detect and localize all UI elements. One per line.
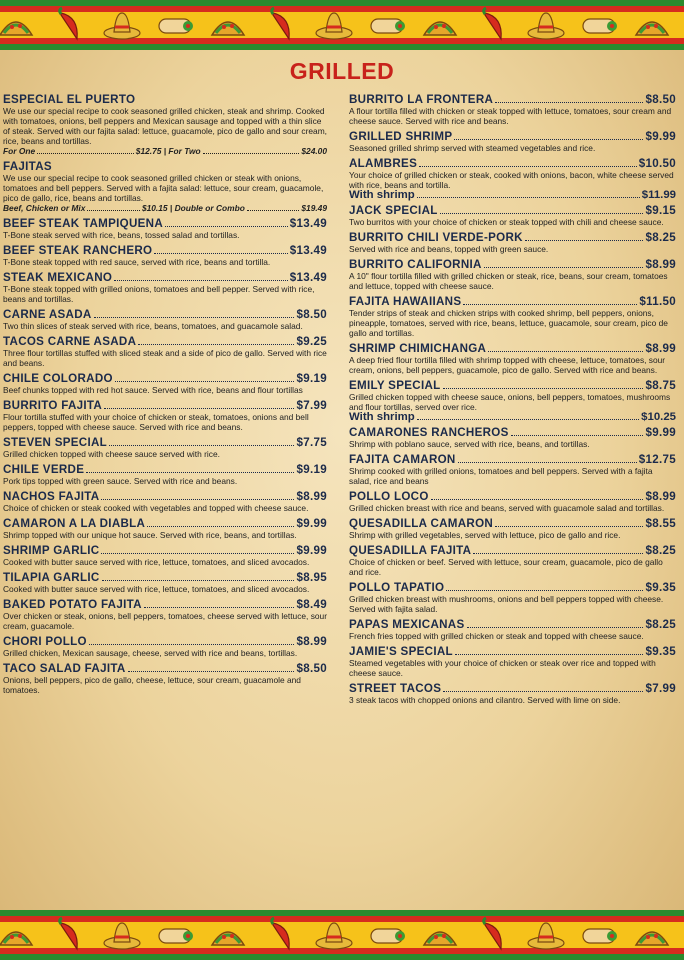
- menu-item: [3, 436, 327, 459]
- menu-item: [3, 308, 327, 331]
- size-price: $19.49: [301, 203, 327, 213]
- menu-item-price: $8.25: [645, 231, 676, 244]
- dot-leader: [138, 344, 294, 345]
- menu-item-description: Grilled chicken breast with rice and beans, served with guacamole salad and tortillas.: [349, 503, 665, 513]
- dot-leader: [102, 580, 295, 581]
- taco-icon: [420, 5, 460, 45]
- addon-price: $10.25: [641, 411, 676, 423]
- section-title: GRILLED: [289, 58, 395, 84]
- menu-item: [349, 682, 676, 705]
- dot-leader: [247, 210, 300, 211]
- menu-item: [3, 635, 327, 658]
- menu-item-header: [3, 308, 327, 321]
- addon-row: [349, 190, 676, 200]
- menu-item-description: T-Bone steak topped with red sauce, served with rice, beans and tortilla.: [3, 257, 271, 267]
- menu-item-name: TACOS CARNE ASADA: [3, 335, 137, 348]
- menu-item-price: $13.49: [289, 244, 327, 257]
- menu-item: [349, 93, 676, 126]
- dot-leader: [488, 351, 643, 352]
- menu-item-description: Cooked with butter sauce served with rice, lettuce, tomatoes, and sliced avocados.: [3, 584, 310, 594]
- menu-item-name: BURRITO CHILI VERDE-PORK: [349, 231, 523, 244]
- menu-item: [349, 426, 676, 449]
- menu-item: [3, 160, 327, 213]
- sombrero-icon: [102, 5, 142, 45]
- menu-item-price: $9.19: [296, 372, 327, 385]
- dot-leader: [446, 590, 643, 591]
- menu-item-name: POLLO TAPATIO: [349, 581, 445, 594]
- menu-item-name: QUESADILLA FAJITA: [349, 544, 472, 557]
- menu-item-header: [349, 258, 676, 271]
- menu-item-description: Choice of chicken or steak cooked with vegetables and topped with cheese sauce.: [3, 503, 309, 513]
- dot-leader: [458, 462, 637, 463]
- chili-pepper-icon: [49, 915, 89, 955]
- menu-item-description: Flour tortilla stuffed with your choice of chicken or steak, tomatoes, onions and bell peppers, topped with cheese sauce. Served with rice and beans.: [3, 412, 309, 432]
- menu-item-price: $8.99: [645, 342, 676, 355]
- menu-item-header: [3, 160, 327, 173]
- menu-item-header: [3, 598, 327, 611]
- dot-leader: [495, 102, 643, 103]
- menu-item-price: $13.49: [289, 271, 327, 284]
- menu-item-description: A 10" flour tortilla filled with grilled chicken or steak, rice, beans, sour cream, tomatoes and lettuce, topped with cheese sauce.: [349, 271, 668, 291]
- menu-item-name: QUESADILLA CAMARON: [349, 517, 494, 530]
- menu-item-price: $8.95: [296, 571, 327, 584]
- menu-item-description: Shrimp with grilled vegetables, served with lettuce, pico de gallo and rice.: [349, 530, 621, 540]
- menu-item-header: [349, 93, 676, 106]
- menu-item: [349, 204, 676, 227]
- addon-label: With shrimp: [349, 411, 415, 423]
- dot-leader: [154, 253, 287, 254]
- menu-item-description: Shrimp topped with our unique hot sauce. Served with rice, beans, and tortillas.: [3, 530, 297, 540]
- menu-item-price: $8.75: [645, 379, 676, 392]
- menu-item-price: $7.99: [645, 682, 676, 695]
- menu-item-header: [3, 436, 327, 449]
- menu-item-header: [3, 517, 327, 530]
- menu-item-price: $7.75: [296, 436, 327, 449]
- menu-item-price: $9.35: [645, 581, 676, 594]
- taco-icon: [208, 915, 248, 955]
- menu-item-name: PAPAS MEXICANAS: [349, 618, 465, 631]
- taco-icon: [420, 915, 460, 955]
- menu-item-price: $8.99: [645, 258, 676, 271]
- size-label: For One: [3, 146, 36, 156]
- menu-item-name: NACHOS FAJITA: [3, 490, 100, 503]
- addon-price: $11.99: [641, 189, 676, 201]
- menu-item-price: $9.25: [296, 335, 327, 348]
- size-price: $24.00: [301, 146, 327, 156]
- menu-item-description: Onions, bell peppers, pico de gallo, cheese, lettuce, sour cream, guacamole and tomatoes.: [3, 675, 301, 695]
- dot-leader: [467, 627, 644, 628]
- dot-leader: [165, 226, 288, 227]
- menu-item-name: EMILY SPECIAL: [349, 379, 441, 392]
- dot-leader: [431, 499, 644, 500]
- menu-item-name: ESPECIAL EL PUERTO: [3, 93, 136, 106]
- menu-item-name: CHILE VERDE: [3, 463, 85, 476]
- chili-pepper-icon: [261, 915, 301, 955]
- dot-leader: [114, 280, 288, 281]
- menu-item-description: Pork tips topped with green sauce. Served with rice and beans.: [3, 476, 238, 486]
- menu-item: [3, 335, 327, 368]
- menu-item-description: We use our special recipe to cook seasoned grilled chicken, steak and shrimp. Cooked with tomatoes, onions, bell peppers and Mexican sausage and topped with a thin slice of steak. Served with our fajita salad: lettuce, guacamole, pico de gallo and sour cream, rice, beans and tortillas.: [3, 106, 328, 146]
- menu-item-name: CHILE COLORADO: [3, 372, 113, 385]
- menu-item-description: 3 steak tacos with chopped onions and cilantro. Served with lime on side.: [349, 695, 621, 705]
- dot-leader: [87, 210, 140, 211]
- size-price: $12.75: [135, 146, 162, 156]
- menu-item-description: T-Bone steak topped with grilled onions, tomatoes and bell pepper. Served with rice, beans and tortillas.: [3, 284, 315, 304]
- menu-item-name: FAJITA CAMARON: [349, 453, 456, 466]
- sombrero-icon: [314, 5, 354, 45]
- separator: |: [167, 203, 175, 213]
- menu-item-description: A deep fried flour tortilla filled with shrimp topped with cheese, lettuce, tomatoes, sour cream, onions, bell peppers, guacamole, pico de gallo. Served with rice and beans.: [349, 355, 666, 375]
- dot-leader: [101, 553, 294, 554]
- addon-row: [349, 412, 676, 422]
- menu-item-name: CAMARON A LA DIABLA: [3, 517, 146, 530]
- dot-leader: [419, 166, 637, 167]
- menu-item-description: Over chicken or steak, onions, bell peppers, tomatoes, cheese served with lettuce, sour cream, guacamole.: [3, 611, 327, 631]
- menu-item-description: Cooked with butter sauce served with rice, lettuce, tomatoes, and sliced avocados.: [3, 557, 310, 567]
- menu-item-price: $13.49: [289, 217, 327, 230]
- menu-item: [349, 295, 676, 338]
- menu-item-description: Your choice of grilled chicken or steak, cooked with onions, bacon, white cheese served with rice, beans and tortilla.: [349, 170, 674, 190]
- menu-item-description: Grilled chicken topped with cheese sauce, onions, bell peppers, tomatoes, mushrooms and flour tortillas, served over rice.: [349, 392, 671, 412]
- menu-item-header: [349, 157, 676, 170]
- burrito-icon: [579, 915, 619, 955]
- burrito-icon: [155, 5, 195, 45]
- menu-item-name: JACK SPECIAL: [349, 204, 438, 217]
- dot-leader: [144, 607, 295, 608]
- dot-leader: [454, 139, 643, 140]
- menu-item-header: [349, 130, 676, 143]
- menu-item: [3, 544, 327, 567]
- dot-leader: [417, 419, 639, 420]
- menu-item-header: [349, 581, 676, 594]
- menu-item-name: STREET TACOS: [349, 682, 442, 695]
- menu-column-right: [349, 93, 676, 709]
- dot-leader: [495, 526, 643, 527]
- menu-item-description: Choice of chicken or beef. Served with lettuce, sour cream, guacamole, pico de gallo and rice.: [349, 557, 663, 577]
- menu-item: [349, 517, 676, 540]
- dot-leader: [89, 644, 295, 645]
- menu-item-name: STEAK MEXICANO: [3, 271, 113, 284]
- dot-leader: [473, 553, 643, 554]
- taco-icon: [0, 5, 36, 45]
- menu-item-header: [349, 426, 676, 439]
- menu-item: [3, 244, 327, 267]
- menu-item: [349, 544, 676, 577]
- menu-item-name: TACO SALAD FAJITA: [3, 662, 126, 675]
- menu-item-description: Shrimp cooked with grilled onions, tomatoes and bell peppers. Served with a fajita salad, rice and beans: [349, 466, 653, 486]
- menu-item: [3, 93, 327, 156]
- menu-item: [3, 399, 327, 432]
- menu-item-name: BURRITO CALIFORNIA: [349, 258, 482, 271]
- menu-item-name: GRILLED SHRIMP: [349, 130, 453, 143]
- menu-item-name: SHRIMP GARLIC: [3, 544, 100, 557]
- menu-item-price: $8.99: [296, 490, 327, 503]
- menu-item-description: Steamed vegetables with your choice of chicken or steak over rice and topped with cheese sauce.: [349, 658, 656, 678]
- dot-leader: [417, 197, 640, 198]
- menu-item-header: [3, 662, 327, 675]
- menu-item-header: [349, 295, 676, 308]
- menu-item: [3, 517, 327, 540]
- menu-item-header: [3, 372, 327, 385]
- burrito-icon: [367, 5, 407, 45]
- sombrero-icon: [314, 915, 354, 955]
- menu-item-name: BEEF STEAK RANCHERO: [3, 244, 153, 257]
- taco-icon: [208, 5, 248, 45]
- dot-leader: [147, 526, 294, 527]
- menu-item-header: [349, 342, 676, 355]
- menu-item-description: Grilled chicken topped with cheese sauce served with rice.: [3, 449, 220, 459]
- menu-item: [349, 645, 676, 678]
- menu-item: [349, 157, 676, 200]
- menu-item-price: $11.50: [639, 295, 676, 308]
- menu-item-header: [3, 217, 327, 230]
- addon-label: With shrimp: [349, 189, 415, 201]
- menu-item-price: $8.99: [645, 490, 676, 503]
- sombrero-icon: [102, 915, 142, 955]
- menu-item-description: Two thin slices of steak served with rice, beans, tomatoes, and guacamole salad.: [3, 321, 303, 331]
- menu-item: [3, 372, 327, 395]
- menu-column-left: [3, 93, 327, 699]
- dot-leader: [37, 153, 134, 154]
- menu-item: [349, 618, 676, 641]
- menu-item-description: Tender strips of steak and chicken strips with cooked shrimp, bell peppers, onions, pineapple, tomatoes, served with rice, beans, lettuce, guacamole, sour cream, pico de gallo and tortillas.: [349, 308, 668, 338]
- menu-item-price: $9.35: [645, 645, 676, 658]
- menu-item-header: [349, 231, 676, 244]
- menu-item-header: [349, 618, 676, 631]
- menu-item-name: CHORI POLLO: [3, 635, 87, 648]
- menu-item-price: $8.49: [296, 598, 327, 611]
- menu-item: [349, 130, 676, 153]
- menu-item-price: $9.99: [645, 130, 676, 143]
- dot-leader: [101, 499, 294, 500]
- menu-item-price: $7.99: [296, 399, 327, 412]
- menu-item-price: $8.99: [296, 635, 327, 648]
- menu-item-price: $9.15: [645, 204, 676, 217]
- menu-item-price: $9.99: [296, 517, 327, 530]
- menu-item-name: SHRIMP CHIMICHANGA: [349, 342, 487, 355]
- menu-item-description: Three flour tortillas stuffed with sliced steak and a side of pico de gallo. Served with rice and beans.: [3, 348, 327, 368]
- menu-item: [349, 453, 676, 486]
- menu-item-header: [349, 379, 676, 392]
- size-label: For Two: [168, 146, 201, 156]
- menu-item-header: [349, 544, 676, 557]
- chili-pepper-icon: [49, 5, 89, 45]
- chili-pepper-icon: [261, 5, 301, 45]
- burrito-icon: [155, 915, 195, 955]
- menu-item-name: FAJITAS: [3, 160, 52, 173]
- dot-leader: [511, 435, 644, 436]
- dot-leader: [128, 671, 295, 672]
- burrito-icon: [579, 5, 619, 45]
- menu-item: [349, 581, 676, 614]
- dot-leader: [115, 381, 295, 382]
- menu-item-price: $9.19: [296, 463, 327, 476]
- size-label: Beef, Chicken or Mix: [3, 203, 86, 213]
- menu-item: [349, 342, 676, 375]
- menu-item-header: [3, 93, 327, 106]
- menu-item-description: A flour tortilla filled with chicken or steak topped with lettuce, tomatoes, sour cream and cheese sauce. Served with rice and beans.: [349, 106, 672, 126]
- menu-item-description: Shrimp with poblano sauce, served with rice, beans, and tortillas.: [349, 439, 590, 449]
- decorative-border-top: [0, 0, 684, 50]
- dot-leader: [104, 408, 294, 409]
- taco-icon: [632, 5, 672, 45]
- menu-item-description: T-Bone steak served with rice, beans, tossed salad and tortillas.: [3, 230, 240, 240]
- size-label: Double or Combo: [174, 203, 245, 213]
- menu-item: [349, 258, 676, 291]
- menu-item: [3, 271, 327, 304]
- menu-item: [3, 217, 327, 240]
- menu-item-name: BEEF STEAK TAMPIQUENA: [3, 217, 164, 230]
- menu-item-description: French fries topped with grilled chicken or steak and topped with cheese sauce.: [349, 631, 644, 641]
- menu-item-description: Beef chunks topped with red hot sauce. Served with rice, beans and flour tortillas: [3, 385, 303, 395]
- menu-item-name: FAJITA HAWAIIANS: [349, 295, 462, 308]
- menu-item-header: [349, 517, 676, 530]
- menu-item-description: Grilled chicken, Mexican sausage, cheese, served with rice and beans, tortillas.: [3, 648, 298, 658]
- menu-item-name: ALAMBRES: [349, 157, 418, 170]
- decorative-border-bottom: [0, 910, 684, 960]
- menu-item: [3, 571, 327, 594]
- menu-item: [3, 463, 327, 486]
- menu-item-header: [3, 463, 327, 476]
- menu-item-description: We use our special recipe to cook seasoned grilled chicken or steak with onions, tomatoes and bell peppers. Served with a fajita salad: lettuce, sour cream, guacamole, pico de gallo, rice, beans and tortillas.: [3, 173, 324, 203]
- menu-item-name: POLLO LOCO: [349, 490, 429, 503]
- menu-item: [349, 379, 676, 422]
- menu-item: [3, 662, 327, 695]
- menu-item-header: [349, 204, 676, 217]
- dot-leader: [525, 240, 644, 241]
- menu-item-price: $9.99: [296, 544, 327, 557]
- menu-item: [3, 598, 327, 631]
- sombrero-icon: [526, 915, 566, 955]
- menu-item-price: $8.50: [296, 662, 327, 675]
- menu-item-header: [3, 271, 327, 284]
- dot-leader: [86, 472, 294, 473]
- dot-leader: [484, 267, 644, 268]
- menu-item-name: BAKED POTATO FAJITA: [3, 598, 142, 611]
- menu-item: [3, 490, 327, 513]
- dot-leader: [203, 153, 300, 154]
- dot-leader: [463, 304, 637, 305]
- chili-pepper-icon: [473, 915, 513, 955]
- menu-item-name: BURRITO LA FRONTERA: [349, 93, 494, 106]
- dot-leader: [109, 445, 294, 446]
- menu-item-name: STEVEN SPECIAL: [3, 436, 108, 449]
- menu-item-header: [3, 635, 327, 648]
- menu-item-header: [3, 544, 327, 557]
- menu-item-header: [3, 490, 327, 503]
- menu-item-price: $9.99: [645, 426, 676, 439]
- dot-leader: [443, 388, 644, 389]
- menu-item-description: Seasoned grilled shrimp served with steamed vegetables and rice.: [349, 143, 596, 153]
- menu-item-header: [3, 335, 327, 348]
- taco-icon: [0, 915, 36, 955]
- taco-icon: [632, 915, 672, 955]
- size-price-row: [3, 203, 327, 213]
- menu-item-description: Served with rice and beans, topped with green sauce.: [349, 244, 549, 254]
- chili-pepper-icon: [473, 5, 513, 45]
- menu-item: [349, 490, 676, 513]
- menu-item-price: $8.55: [645, 517, 676, 530]
- menu-item-header: [349, 453, 676, 466]
- menu-item-description: Grilled chicken breast with mushrooms, onions and bell peppers topped with cheese. Served with fajita salad.: [349, 594, 664, 614]
- menu-item: [349, 231, 676, 254]
- size-price: $10.15: [141, 203, 168, 213]
- menu-item-header: [349, 490, 676, 503]
- menu-item-header: [349, 645, 676, 658]
- menu-item-name: CAMARONES RANCHEROS: [349, 426, 509, 439]
- separator: |: [161, 146, 169, 156]
- menu-item-price: $8.25: [645, 544, 676, 557]
- menu-item-price: $8.50: [645, 93, 676, 106]
- sombrero-icon: [526, 5, 566, 45]
- menu-item-price: $12.75: [638, 453, 676, 466]
- burrito-icon: [367, 915, 407, 955]
- menu-item-name: JAMIE'S SPECIAL: [349, 645, 453, 658]
- menu-item-header: [3, 244, 327, 257]
- dot-leader: [455, 654, 644, 655]
- size-price-row: [3, 146, 327, 156]
- menu-item-name: BURRITO FAJITA: [3, 399, 103, 412]
- menu-item-price: $8.25: [645, 618, 676, 631]
- menu-item-header: [3, 571, 327, 584]
- menu-item-price: $8.50: [296, 308, 327, 321]
- menu-item-name: TILAPIA GARLIC: [3, 571, 100, 584]
- menu-item-description: Two burritos with your choice of chicken or steak topped with chili and cheese sauce.: [349, 217, 664, 227]
- dot-leader: [440, 213, 644, 214]
- menu-item-header: [3, 399, 327, 412]
- menu-item-name: CARNE ASADA: [3, 308, 92, 321]
- menu-item-price: $10.50: [638, 157, 676, 170]
- menu-item-header: [349, 682, 676, 695]
- dot-leader: [94, 317, 295, 318]
- dot-leader: [443, 691, 643, 692]
